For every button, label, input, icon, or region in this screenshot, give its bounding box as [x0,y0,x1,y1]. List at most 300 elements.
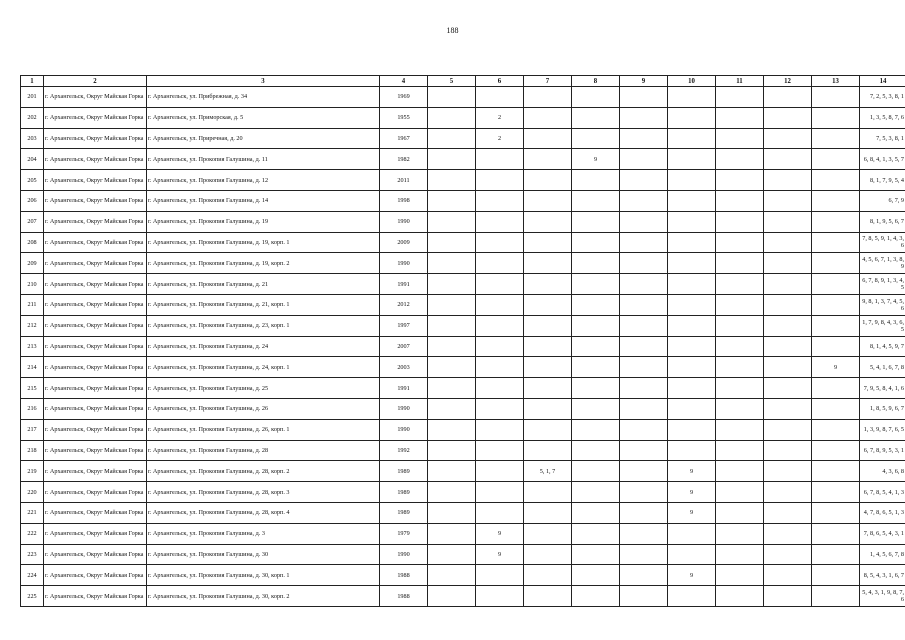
table-cell [812,274,860,295]
table-cell [668,544,716,565]
table-row [21,294,905,315]
table-cell [716,315,764,336]
table-cell [428,419,476,440]
table-cell [620,586,668,607]
table-cell [524,544,572,565]
table-cell: 216 [21,398,44,419]
table-cell: 212 [21,315,44,336]
table-cell [620,87,668,108]
table-cell [812,440,860,461]
table-cell [524,87,572,108]
table-cell: 9 [668,502,716,523]
table-cell [764,523,812,544]
table-cell [764,107,812,128]
table-cell [716,482,764,503]
table-cell [716,128,764,149]
table-cell [764,482,812,503]
table-cell [620,253,668,274]
table-cell: 211 [21,294,44,315]
table-cell: 204 [21,149,44,170]
table-cell [476,170,524,191]
table-cell [476,87,524,108]
table-cell: 1990 [380,398,428,419]
table-cell: 2003 [380,357,428,378]
data-table [20,75,905,607]
table-cell [764,128,812,149]
table-cell [668,378,716,399]
table-cell [524,253,572,274]
table-cell [428,378,476,399]
table-cell [812,190,860,211]
table-cell [812,502,860,523]
table-row [21,398,905,419]
table-cell [524,315,572,336]
table-cell [476,149,524,170]
table-cell [668,315,716,336]
table-cell: 6, 7, 8, 9, 5, 3, 1 [860,440,905,461]
table-cell [428,502,476,523]
table-row [21,274,905,295]
table-cell: 6, 8, 4, 1, 3, 5, 7 [860,149,905,170]
table-cell [524,128,572,149]
table-cell [764,315,812,336]
table-cell [668,149,716,170]
table-cell [572,461,620,482]
table-row [21,544,905,565]
table-cell [524,378,572,399]
table-cell: 2 [476,107,524,128]
table-cell [476,378,524,399]
table-cell [428,336,476,357]
table-cell: 1989 [380,461,428,482]
table-cell: 7, 2, 5, 3, 8, 1 [860,87,905,108]
table-cell [764,586,812,607]
table-cell: г. Архангельск, Округ Майская Горка [44,419,147,440]
table-cell: 7, 8, 5, 9, 1, 4, 3, 6 [860,232,905,253]
table-cell: 215 [21,378,44,399]
column-header: 13 [812,76,860,87]
table-cell [764,294,812,315]
table-cell: 1990 [380,211,428,232]
table-cell: г. Архангельск, ул. Прокопия Галушина, д. 25 [147,378,380,399]
table-cell [572,315,620,336]
table-cell [764,378,812,399]
table-cell [524,170,572,191]
table-cell [620,544,668,565]
table-cell: 217 [21,419,44,440]
table-cell [476,294,524,315]
table-cell [428,253,476,274]
table-cell [620,565,668,586]
table-cell [668,586,716,607]
table-cell [428,461,476,482]
table-cell: г. Архангельск, Округ Майская Горка [44,440,147,461]
table-cell [764,170,812,191]
table-cell: г. Архангельск, ул. Прокопия Галушина, д. 19, корп. 1 [147,232,380,253]
table-cell: г. Архангельск, ул. Прокопия Галушина, д. 28 [147,440,380,461]
table-cell [524,190,572,211]
table-cell [668,107,716,128]
table-cell: 8, 1, 9, 5, 6, 7 [860,211,905,232]
column-header: 8 [572,76,620,87]
table-cell: 1990 [380,544,428,565]
table-cell: г. Архангельск, Округ Майская Горка [44,544,147,565]
table-cell [572,253,620,274]
table-cell [572,274,620,295]
table-cell: г. Архангельск, Округ Майская Горка [44,232,147,253]
table-cell [668,398,716,419]
table-cell [476,502,524,523]
table-cell [716,523,764,544]
table-row [21,586,905,607]
table-cell [476,211,524,232]
table-cell [524,565,572,586]
table-cell [428,544,476,565]
table-cell: 213 [21,336,44,357]
table-cell: 4, 7, 8, 6, 5, 1, 3 [860,502,905,523]
table-cell [572,440,620,461]
table-row [21,440,905,461]
table-cell [620,232,668,253]
table-cell [764,211,812,232]
table-cell [764,419,812,440]
table-cell [668,336,716,357]
table-cell: 1989 [380,502,428,523]
table-cell [764,357,812,378]
table-cell: 9 [812,357,860,378]
table-cell: 5, 1, 7 [524,461,572,482]
table-cell [428,87,476,108]
table-cell: 1991 [380,274,428,295]
table-cell: 1991 [380,378,428,399]
table-cell [716,378,764,399]
table-cell [428,149,476,170]
table-cell: 9 [476,544,524,565]
table-cell: 4, 5, 6, 7, 1, 3, 8, 9 [860,253,905,274]
table-cell [476,440,524,461]
table-row [21,190,905,211]
table-cell [812,378,860,399]
table-cell [476,482,524,503]
table-cell [428,586,476,607]
table-cell [716,565,764,586]
table-cell [524,419,572,440]
table-cell [572,336,620,357]
table-cell: г. Архангельск, ул. Прокопия Галушина, д. 12 [147,170,380,191]
table-cell [716,357,764,378]
column-header: 9 [620,76,668,87]
table-cell [620,378,668,399]
table-cell: 203 [21,128,44,149]
table-cell: 206 [21,190,44,211]
table-cell [764,440,812,461]
table-row [21,87,905,108]
table-cell [716,253,764,274]
table-cell [764,336,812,357]
table-row [21,482,905,503]
table-cell [716,461,764,482]
table-cell: 220 [21,482,44,503]
table-cell: 6, 7, 9 [860,190,905,211]
table-cell [572,544,620,565]
table-cell: г. Архангельск, Округ Майская Горка [44,128,147,149]
table-cell: г. Архангельск, Округ Майская Горка [44,253,147,274]
table-cell [668,294,716,315]
table-cell [620,440,668,461]
table-cell [428,170,476,191]
table-cell [716,232,764,253]
table-cell: г. Архангельск, ул. Прокопия Галушина, д. 19, корп. 2 [147,253,380,274]
column-header: 3 [147,76,380,87]
table-cell: 1990 [380,419,428,440]
table-cell: г. Архангельск, ул. Прокопия Галушина, д. 28, корп. 3 [147,482,380,503]
table-cell [620,357,668,378]
table-cell [524,502,572,523]
table-cell [524,336,572,357]
table-cell: 210 [21,274,44,295]
table-cell: 1997 [380,315,428,336]
column-header: 10 [668,76,716,87]
page-number: 188 [446,26,459,35]
table-cell [668,253,716,274]
table-cell [428,128,476,149]
table-cell: 7, 8, 6, 5, 4, 3, 1 [860,523,905,544]
table-cell [668,274,716,295]
table-cell: г. Архангельск, Округ Майская Горка [44,357,147,378]
table-cell: г. Архангельск, ул. Прокопия Галушина, д. 30, корп. 2 [147,586,380,607]
table-cell [764,398,812,419]
table-cell: г. Архангельск, ул. Прокопия Галушина, д. 24, корп. 1 [147,357,380,378]
table-cell: 7, 9, 5, 8, 4, 1, 6 [860,378,905,399]
table-cell: г. Архангельск, Округ Майская Горка [44,149,147,170]
table-row [21,378,905,399]
table-cell: 222 [21,523,44,544]
table-cell: 9, 8, 1, 3, 7, 4, 5, 6 [860,294,905,315]
table-cell: 8, 5, 4, 3, 1, 6, 7 [860,565,905,586]
table-cell: 5, 4, 1, 6, 7, 8 [860,357,905,378]
table-cell [572,523,620,544]
table-cell: 2009 [380,232,428,253]
table-cell [716,149,764,170]
table-cell [812,253,860,274]
table-cell [428,211,476,232]
table-cell: г. Архангельск, ул. Прокопия Галушина, д. 19 [147,211,380,232]
table-cell [764,253,812,274]
table-cell [524,586,572,607]
table-cell [524,523,572,544]
table-cell [572,294,620,315]
table-cell: г. Архангельск, ул. Приречная, д. 20 [147,128,380,149]
table-cell [476,461,524,482]
table-cell: 224 [21,565,44,586]
table-cell: 225 [21,586,44,607]
table-cell: 219 [21,461,44,482]
header-row [21,76,905,87]
table-cell: г. Архангельск, Округ Майская Горка [44,461,147,482]
table-cell: г. Архангельск, Округ Майская Горка [44,107,147,128]
table-cell: 209 [21,253,44,274]
table-cell: 1, 7, 9, 8, 4, 3, 6, 5 [860,315,905,336]
table-row [21,315,905,336]
table-cell [716,440,764,461]
table-cell: г. Архангельск, ул. Прокопия Галушина, д. 30 [147,544,380,565]
table-cell [716,211,764,232]
table-row [21,461,905,482]
table-cell: 201 [21,87,44,108]
table-cell: 1992 [380,440,428,461]
table-cell: 208 [21,232,44,253]
table-cell [476,565,524,586]
table-cell [524,232,572,253]
table-cell [620,190,668,211]
table-cell [572,232,620,253]
table-cell [428,482,476,503]
table-cell [476,586,524,607]
table-cell [812,107,860,128]
table-cell: 1, 4, 5, 6, 7, 8 [860,544,905,565]
table-cell [572,170,620,191]
table-cell: г. Архангельск, Округ Майская Горка [44,565,147,586]
table-cell [620,523,668,544]
table-cell [620,128,668,149]
table-cell [428,523,476,544]
table-cell [620,107,668,128]
table-cell [620,398,668,419]
table-cell [764,274,812,295]
table-cell [812,565,860,586]
table-cell: г. Архангельск, ул. Прокопия Галушина, д. 26 [147,398,380,419]
table-cell [620,274,668,295]
table-cell [716,419,764,440]
table-cell [620,170,668,191]
table-cell [812,211,860,232]
table-cell [572,87,620,108]
table-cell [716,502,764,523]
table-cell [428,565,476,586]
table-cell [572,502,620,523]
table-cell: 2012 [380,294,428,315]
table-cell: г. Архангельск, ул. Прокопия Галушина, д. 3 [147,523,380,544]
table-cell [476,357,524,378]
table-cell: 1990 [380,253,428,274]
table-cell: г. Архангельск, ул. Прокопия Галушина, д. 11 [147,149,380,170]
table-cell [620,211,668,232]
table-cell: г. Архангельск, ул. Прокопия Галушина, д. 28, корп. 2 [147,461,380,482]
table-cell [716,87,764,108]
table-cell [716,190,764,211]
table-cell [716,336,764,357]
table-cell: г. Архангельск, Округ Майская Горка [44,211,147,232]
table-cell [764,232,812,253]
table-cell [812,523,860,544]
table-cell: г. Архангельск, Округ Майская Горка [44,586,147,607]
table-cell [572,107,620,128]
table-cell [476,419,524,440]
table-cell [524,149,572,170]
table-cell [620,502,668,523]
table-cell: г. Архангельск, ул. Прокопия Галушина, д. 30, корп. 1 [147,565,380,586]
table-cell: г. Архангельск, Округ Майская Горка [44,190,147,211]
table-cell: г. Архангельск, ул. Прокопия Галушина, д. 24 [147,336,380,357]
table-cell: г. Архангельск, ул. Прокопия Галушина, д. 26, корп. 1 [147,419,380,440]
table-row [21,419,905,440]
table-cell: 2007 [380,336,428,357]
table-cell [716,294,764,315]
table-cell [764,544,812,565]
table-row [21,149,905,170]
table-row [21,253,905,274]
table-row [21,523,905,544]
table-cell [524,274,572,295]
table-cell [524,357,572,378]
table-cell: 1979 [380,523,428,544]
table-cell [716,544,764,565]
table-cell [572,586,620,607]
table-cell [476,336,524,357]
table-cell: г. Архангельск, Округ Майская Горка [44,315,147,336]
table-cell: 1989 [380,482,428,503]
table-cell [572,419,620,440]
table-cell [668,211,716,232]
table-cell [764,149,812,170]
table-cell: 6, 7, 8, 9, 1, 3, 4, 5 [860,274,905,295]
table-cell: 2 [476,128,524,149]
table-cell [524,107,572,128]
table-cell [812,586,860,607]
table-cell [716,170,764,191]
table-cell: г. Архангельск, ул. Прокопия Галушина, д. 23, корп. 1 [147,315,380,336]
column-header: 5 [428,76,476,87]
table-cell: г. Архангельск, ул. Прокопия Галушина, д. 21 [147,274,380,295]
table-cell [668,419,716,440]
table-cell [620,461,668,482]
table-cell: 214 [21,357,44,378]
table-cell: г. Архангельск, Округ Майская Горка [44,482,147,503]
table-cell: г. Архангельск, Округ Майская Горка [44,336,147,357]
table-cell: 1, 3, 5, 8, 7, 6 [860,107,905,128]
table-cell [668,357,716,378]
table-cell: 6, 7, 8, 5, 4, 1, 3 [860,482,905,503]
table-cell [524,211,572,232]
table-cell [620,419,668,440]
table-cell: г. Архангельск, Округ Майская Горка [44,523,147,544]
table-cell [428,232,476,253]
table-cell: 1967 [380,128,428,149]
table-cell [572,128,620,149]
table-cell [428,274,476,295]
table-cell [812,398,860,419]
table-cell [716,586,764,607]
table-cell [812,87,860,108]
table-cell [620,336,668,357]
table-cell [572,378,620,399]
table-cell: г. Архангельск, Округ Майская Горка [44,502,147,523]
table-cell [812,315,860,336]
table-cell: 221 [21,502,44,523]
table-cell: г. Архангельск, Округ Майская Горка [44,294,147,315]
table-cell [476,315,524,336]
table-cell: 4, 3, 6, 8 [860,461,905,482]
table-cell: 207 [21,211,44,232]
table-cell: 9 [668,461,716,482]
table-cell [668,523,716,544]
column-header: 6 [476,76,524,87]
table-cell [764,565,812,586]
table-cell [572,357,620,378]
table-cell: 1988 [380,565,428,586]
table-cell [476,232,524,253]
table-cell [716,398,764,419]
